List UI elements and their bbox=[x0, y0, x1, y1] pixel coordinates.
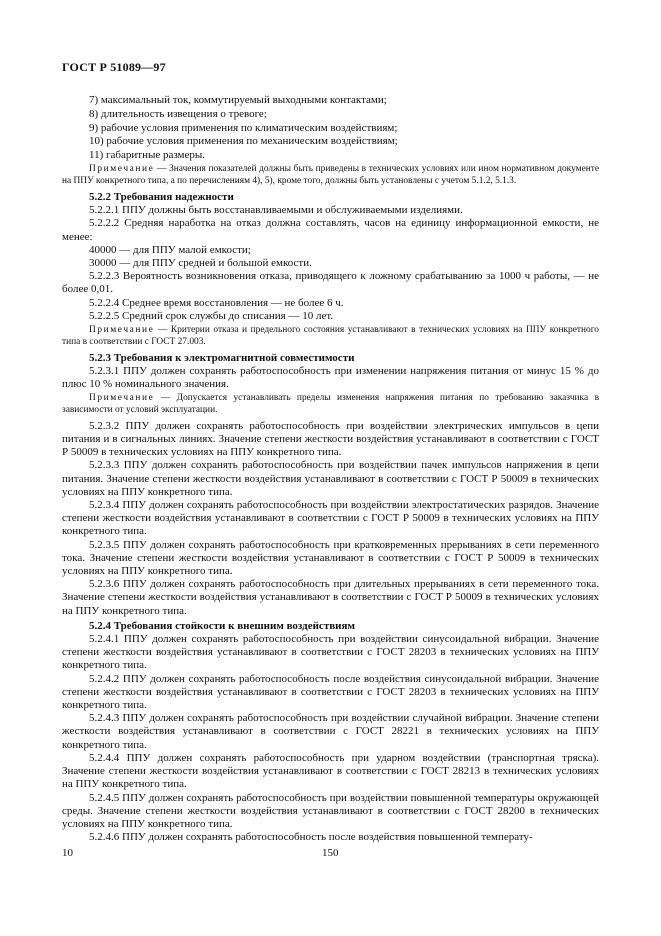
list-item: 10) рабочие условия применения по механическим воздействиям; bbox=[89, 135, 398, 148]
note-label: Примечание bbox=[89, 164, 155, 175]
note-text: — Значения показателей должны быть приведены в технических условиях или ином нормативном документе на ППУ конкретного типа, а по перечислениям 4), 5), кроме того, должны быть установлены с учетом 5.1.2, 5.1.3. bbox=[62, 164, 600, 187]
document-body bbox=[62, 94, 599, 844]
paragraph: 5.2.3.4 ППУ должен сохранять работоспособность при воздействии электростатических разрядов. Значение степени жесткости воздействия устанавливают в соответствии с ГОСТ Р 50009 в технических условиях на ППУ конкретного типа. bbox=[62, 499, 599, 538]
note-text: — Допускается устанавливать пределы изменения напряжения питания по требованию заказчика в зависимости от условий эксплуатации. bbox=[62, 393, 600, 416]
paragraph: 5.2.3.2 ППУ должен сохранять работоспособность при воздействии электрических импульсов в цепи питания и в сигнальных линиях. Значение степени жесткости воздействия устанавливают в соответствии с ГОСТ Р 50009 в технических условиях на ППУ конкретного типа. bbox=[62, 419, 599, 459]
paragraph: 5.2.3.5 ППУ должен сохранять работоспособность при кратковременных прерываниях в сети переменного тока. Значение степени жесткости воздействия устанавливают в соответствии с ГОСТ Р 50009 в технических условиях на ППУ конкретного типа. bbox=[62, 538, 599, 578]
sheet-number: 150 bbox=[322, 847, 339, 859]
paragraph: 5.2.2.4 Среднее время восстановления — не более 6 ч. bbox=[89, 296, 344, 309]
paragraph: 5.2.4.5 ППУ должен сохранять работоспособность при воздействии повышенной температуры окружающей среды. Значение степени жесткости воздействия устанавливают в соответствии с ГОСТ 28200 в технических условиях на ППУ конкретного типа. bbox=[62, 791, 599, 830]
note-2 bbox=[62, 325, 599, 349]
paragraph: 5.2.3.3 ППУ должен сохранять работоспособность при воздействии пачек импульсов напряжения в цепи питания. Значение степени жесткости воздействия устанавливают в соответствии с ГОСТ Р 50009 в технических условиях на ППУ конкретного типа. bbox=[62, 459, 599, 498]
paragraph: 5.2.4.2 ППУ должен сохранять работоспособность после воздействия синусоидальной вибрации. Значение степени жесткости воздействия устанавливают в соответствии с ГОСТ 28203 в технических условиях на ППУ конкретного типа. bbox=[62, 672, 599, 712]
paragraph: 5.2.3.1 ППУ должен сохранять работоспособность при изменении напряжения питания от минус 15 % до плюс 10 % номинального значения. bbox=[62, 364, 599, 391]
paragraph: 5.2.4.6 ППУ должен сохранять работоспособность после воздействия повышенной температу- bbox=[89, 831, 533, 844]
list-item: 9) рабочие условия применения по климатическим воздействиям; bbox=[89, 121, 398, 134]
list-item: 11) габаритные размеры. bbox=[89, 149, 206, 162]
paragraph: 40000 — для ППУ малой емкости; bbox=[89, 243, 251, 256]
note-1 bbox=[62, 164, 599, 188]
list-item: 8) длительность извещения о тревоге; bbox=[89, 107, 267, 120]
note-label: Примечание bbox=[89, 393, 155, 404]
section-heading-5-2-3: 5.2.3 Требования к электромагнитной совместимости bbox=[89, 351, 355, 364]
list-item: 7) максимальный ток, коммутируемый выходными контактами; bbox=[89, 94, 387, 106]
paragraph: 30000 — для ППУ средней и большой емкости. bbox=[89, 257, 312, 269]
note-text: — Критерии отказа и предельного состояния устанавливают в технических условиях на ППУ конкретного типа в соответствии с ГОСТ 27.003. bbox=[62, 325, 599, 347]
page-number: 10 bbox=[62, 847, 73, 859]
paragraph: 5.2.2.2 Средняя наработка на отказ должна составлять, часов на единицу информационной емкости, не менее: bbox=[62, 217, 599, 243]
section-heading-5-2-4: 5.2.4 Требования стойкости к внешним воздействиям bbox=[89, 619, 355, 632]
paragraph: 5.2.2.1 ППУ должны быть восстанавливаемыми и обслуживаемыми изделиями. bbox=[89, 204, 463, 217]
document-header: ГОСТ Р 51089—97 bbox=[62, 60, 166, 74]
paragraph: 5.2.2.5 Средний срок службы до списания — 10 лет. bbox=[89, 309, 334, 322]
paragraph: 5.2.4.3 ППУ должен сохранять работоспособность при воздействии случайной вибрации. Значение степени жесткости воздействия устанавливают в соответствии с ГОСТ 28221 в технических условиях на ППУ конкретного типа. bbox=[62, 712, 599, 751]
paragraph: 5.2.2.3 Вероятность возникновения отказа, приводящего к ложному срабатыванию за 1000 ч работы, — не более 0,01. bbox=[62, 270, 599, 296]
paragraph: 5.2.4.1 ППУ должен сохранять работоспособность при воздействии синусоидальной вибрации. Значение степени жесткости воздействия устанавливают в соответствии с ГОСТ 28203 в технических условиях на ППУ конкретного типа. bbox=[62, 633, 599, 672]
section-heading-5-2-2: 5.2.2 Требования надежности bbox=[89, 190, 234, 203]
note-label: Примечание bbox=[89, 325, 155, 336]
note-3 bbox=[62, 393, 599, 417]
paragraph: 5.2.3.6 ППУ должен сохранять работоспособность при длительных прерываниях в сети переменного тока. Значение степени жесткости воздействия устанавливают в соответствии с ГОСТ Р 50009 в технических условиях на ППУ конкретного типа. bbox=[62, 578, 599, 617]
paragraph: 5.2.4.4 ППУ должен сохранять работоспособность при ударном воздействии (транспортная тряска). Значение степени жесткости воздействия устанавливают в соответствии с ГОСТ 28213 в технических условиях на ППУ конкретного типа. bbox=[62, 751, 599, 791]
